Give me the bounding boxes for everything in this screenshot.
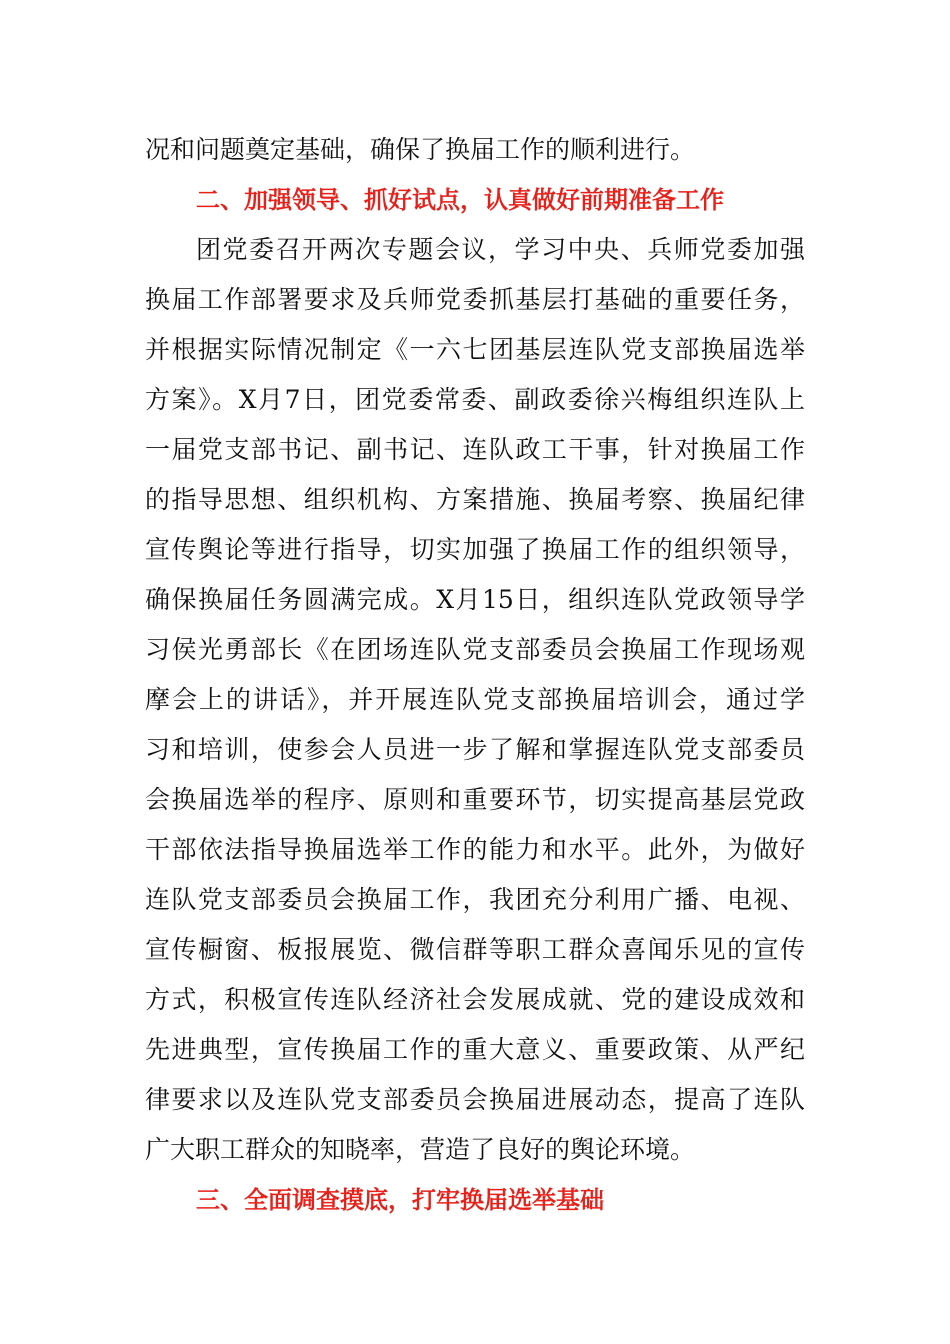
paragraph-line: 况和问题奠定基础，确保了换届工作的顺利进行。	[145, 135, 696, 164]
paragraph-line: 确保换届任务圆满完成。X月15日，组织连队党政领导学	[145, 585, 805, 614]
paragraph-line: 干部依法指导换届选举工作的能力和水平。此外，为做好	[145, 835, 805, 864]
section-heading-3: 三、全面调查摸底，打牢换届选举基础	[196, 1186, 604, 1214]
paragraph-line: 先进典型，宣传换届工作的重大意义、重要政策、从严纪	[145, 1035, 805, 1064]
section-heading-2: 二、加强领导、抓好试点，认真做好前期准备工作	[196, 186, 724, 214]
paragraph-line: 方式，积极宣传连队经济社会发展成就、党的建设成效和	[145, 985, 805, 1014]
paragraph-line: 方案》。X月7日，团党委常委、副政委徐兴梅组织连队上	[145, 385, 805, 414]
paragraph-line: 摩会上的讲话》，并开展连队党支部换届培训会，通过学	[145, 685, 805, 714]
paragraph-line: 连队党支部委员会换届工作，我团充分利用广播、电视、	[145, 885, 805, 914]
paragraph-line: 的指导思想、组织机构、方案措施、换届考察、换届纪律	[145, 485, 805, 514]
paragraph-line: 宣传橱窗、板报展览、微信群等职工群众喜闻乐见的宣传	[145, 935, 805, 964]
paragraph-line: 习侯光勇部长《在团场连队党支部委员会换届工作现场观	[145, 635, 805, 664]
paragraph-line: 习和培训，使参会人员进一步了解和掌握连队党支部委员	[145, 735, 805, 764]
paragraph-line: 并根据实际情况制定《一六七团基层连队党支部换届选举	[145, 335, 805, 364]
paragraph-line: 换届工作部署要求及兵师党委抓基层打基础的重要任务，	[145, 285, 805, 314]
paragraph-line: 宣传舆论等进行指导，切实加强了换届工作的组织领导，	[145, 535, 805, 564]
paragraph-line: 团党委召开两次专题会议，学习中央、兵师党委加强	[196, 235, 805, 264]
paragraph-line: 律要求以及连队党支部委员会换届进展动态，提高了连队	[145, 1085, 805, 1114]
paragraph-line: 广大职工群众的知晓率，营造了良好的舆论环境。	[145, 1135, 696, 1164]
paragraph-line: 一届党支部书记、副书记、连队政工干事，针对换届工作	[145, 435, 805, 464]
paragraph-line: 会换届选举的程序、原则和重要环节，切实提高基层党政	[145, 785, 805, 814]
